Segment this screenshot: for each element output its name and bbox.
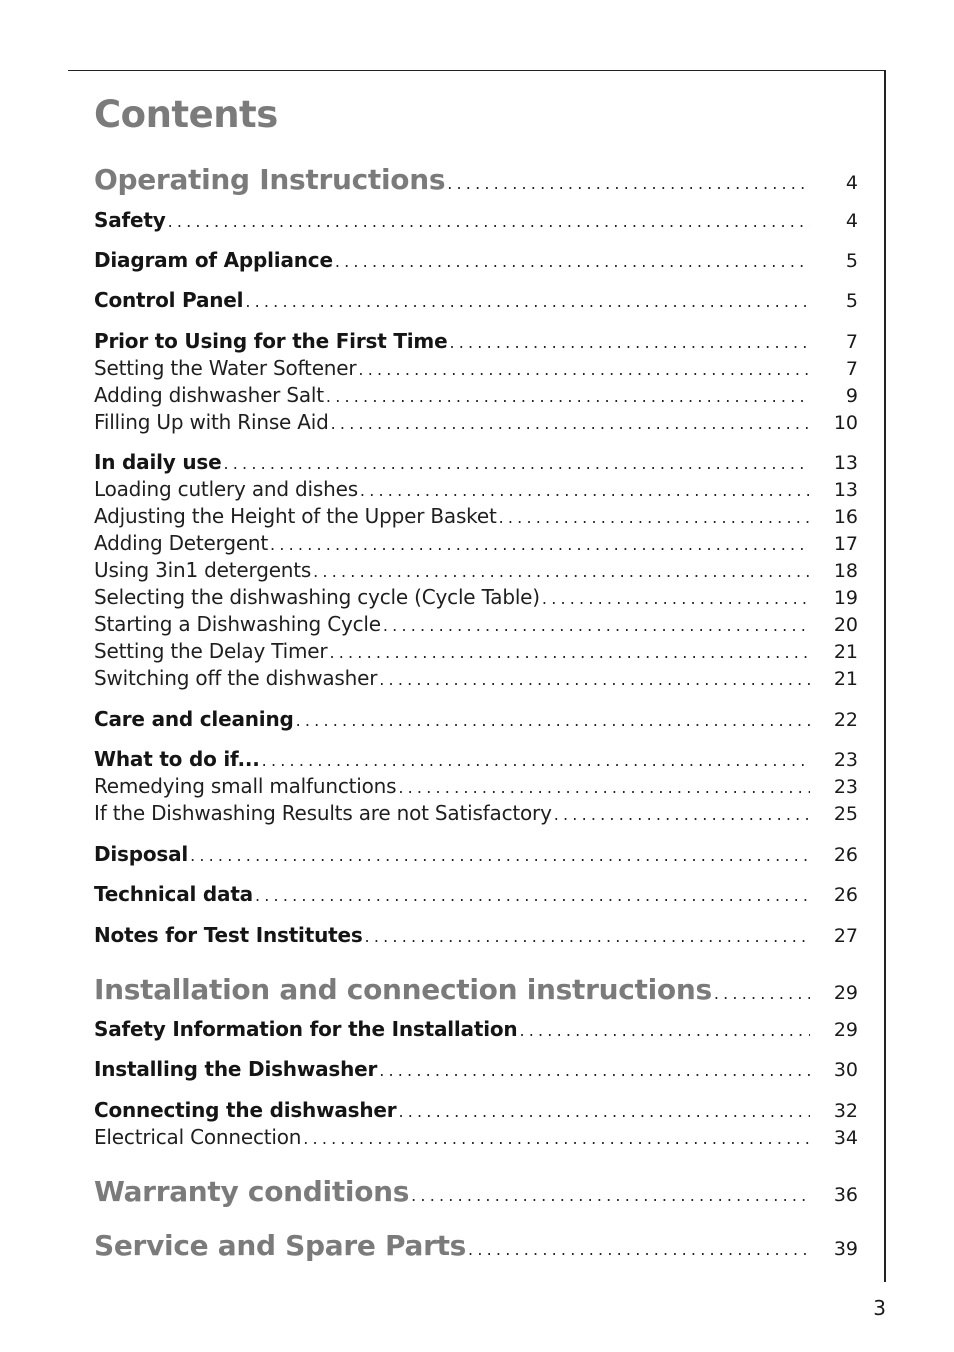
dot-leader (714, 975, 810, 1013)
toc-entry-page: 27 (833, 925, 858, 947)
toc-entry-label: Using 3in1 detergents (94, 558, 312, 582)
toc-entry (94, 773, 860, 800)
dot-leader (223, 450, 810, 477)
toc-entry (94, 971, 860, 1009)
toc-entry-page: 9 (845, 385, 858, 407)
toc-entry-label: In daily use (94, 450, 222, 474)
toc-entry-page: 26 (833, 884, 858, 906)
dot-leader (270, 531, 810, 558)
toc-entry (94, 1097, 860, 1124)
toc-entry-label: Switching off the dishwasher (94, 666, 378, 690)
toc-entry (94, 881, 860, 908)
toc-entry (94, 584, 860, 611)
toc-entry-label: Operating Instructions (94, 163, 446, 196)
dot-leader (262, 747, 810, 774)
dot-leader (554, 801, 810, 828)
toc-entry (94, 1173, 860, 1211)
toc-entry-label: Notes for Test Institutes (94, 923, 363, 947)
toc-entry (94, 922, 860, 949)
toc-entry-page: 4 (845, 210, 858, 232)
toc-entry-label: Selecting the dishwashing cycle (Cycle Table) (94, 585, 540, 609)
dot-leader (499, 504, 810, 531)
toc-entry (94, 1016, 860, 1043)
dot-leader (245, 288, 810, 315)
toc-entry-page: 21 (833, 668, 858, 690)
toc-entry-page: 29 (833, 982, 858, 1004)
toc-entry (94, 841, 860, 868)
toc-entry-label: Connecting the dishwasher (94, 1098, 397, 1122)
toc-entry (94, 1227, 860, 1265)
toc-entry-label: Adding dishwasher Salt (94, 383, 324, 407)
toc-entry-page: 5 (845, 290, 858, 312)
toc-entry (94, 161, 860, 199)
toc-entry (94, 247, 860, 274)
toc-entry-label: Electrical Connection (94, 1125, 302, 1149)
dot-leader (296, 707, 810, 734)
toc-entry-page: 10 (833, 412, 858, 434)
dot-leader (255, 882, 810, 909)
toc-entry-label: Safety (94, 208, 166, 232)
right-rule (884, 70, 886, 1282)
toc-entry-page: 5 (845, 250, 858, 272)
toc-entry-label: Safety Information for the Installation (94, 1017, 518, 1041)
toc-entry-page: 22 (833, 709, 858, 731)
toc-entry (94, 611, 860, 638)
toc-entry-page: 39 (833, 1238, 858, 1260)
toc-entry-page: 30 (833, 1059, 858, 1081)
toc-entry (94, 557, 860, 584)
toc-entry (94, 207, 860, 234)
dot-leader (379, 666, 810, 693)
toc-entry-page: 16 (833, 506, 858, 528)
toc-entry-label: Starting a Dishwashing Cycle (94, 612, 381, 636)
dot-leader (331, 410, 810, 437)
toc-entry-page: 7 (845, 331, 858, 353)
toc-entry (94, 665, 860, 692)
toc-entry-page: 13 (833, 479, 858, 501)
dot-leader (542, 585, 810, 612)
toc-entry-page: 23 (833, 749, 858, 771)
dot-leader (398, 1098, 810, 1125)
dot-leader (449, 329, 810, 356)
toc-entry-label: Adjusting the Height of the Upper Basket (94, 504, 497, 528)
toc-entry-label: What to do if... (94, 747, 260, 771)
toc-entry-page: 29 (833, 1019, 858, 1041)
toc-entry-label: Technical data (94, 882, 253, 906)
toc-entry-label: Remedying small malfunctions (94, 774, 397, 798)
toc-entry (94, 328, 860, 355)
toc-entry-label: Diagram of Appliance (94, 248, 333, 272)
toc-entry-label: Setting the Water Softener (94, 356, 357, 380)
toc-entry-page: 26 (833, 844, 858, 866)
toc-entry-page: 7 (845, 358, 858, 380)
toc-entry-page: 21 (833, 641, 858, 663)
dot-leader (468, 1231, 810, 1269)
dot-leader (398, 774, 810, 801)
toc-entry-label: Setting the Delay Timer (94, 639, 328, 663)
toc-entry-label: Adding Detergent (94, 531, 269, 555)
toc-entry (94, 476, 860, 503)
dot-leader (383, 612, 810, 639)
dot-leader (335, 248, 810, 275)
dot-leader (303, 1125, 810, 1152)
toc-entry (94, 746, 860, 773)
dot-leader (313, 558, 810, 585)
dot-leader (519, 1017, 810, 1044)
toc-entry (94, 706, 860, 733)
toc-entry-label: Prior to Using for the First Time (94, 329, 448, 353)
toc-entry-page: 36 (833, 1184, 858, 1206)
top-rule (68, 70, 886, 71)
toc-entry (94, 449, 860, 476)
toc-entry-page: 18 (833, 560, 858, 582)
toc-entry (94, 800, 860, 827)
toc-entry (94, 355, 860, 382)
toc-entry (94, 530, 860, 557)
toc-entry-label: Care and cleaning (94, 707, 294, 731)
page-title: Contents (94, 93, 278, 136)
toc-entry (94, 382, 860, 409)
toc-entry-label: Loading cutlery and dishes (94, 477, 358, 501)
dot-leader (365, 923, 810, 950)
toc-entry-page: 34 (833, 1127, 858, 1149)
toc-entry (94, 287, 860, 314)
dot-leader (447, 165, 810, 203)
toc-entry-label: Control Panel (94, 288, 244, 312)
toc-entry-page: 13 (833, 452, 858, 474)
toc-entry-label: Warranty conditions (94, 1175, 410, 1208)
dot-leader (411, 1177, 810, 1215)
toc-entry-label: Disposal (94, 842, 189, 866)
toc-entry-page: 17 (833, 533, 858, 555)
toc-entry (94, 638, 860, 665)
toc-entry-page: 23 (833, 776, 858, 798)
page-number: 3 (873, 1296, 886, 1320)
dot-leader (326, 383, 810, 410)
toc-entry-page: 19 (833, 587, 858, 609)
toc-entry (94, 503, 860, 530)
toc-entry (94, 409, 860, 436)
toc-entry (94, 1056, 860, 1083)
toc-entry-page: 25 (833, 803, 858, 825)
dot-leader (379, 1057, 810, 1084)
dot-leader (360, 477, 810, 504)
toc-entry-page: 4 (845, 172, 858, 194)
toc-entry-page: 20 (833, 614, 858, 636)
dot-leader (358, 356, 810, 383)
toc-entry-page: 32 (833, 1100, 858, 1122)
dot-leader (190, 842, 810, 869)
toc-entry-label: Installing the Dishwasher (94, 1057, 378, 1081)
toc-entry-label: Filling Up with Rinse Aid (94, 410, 329, 434)
dot-leader (168, 208, 810, 235)
dot-leader (329, 639, 810, 666)
toc-entry-label: Installation and connection instructions (94, 973, 712, 1006)
toc-entry-label: Service and Spare Parts (94, 1229, 467, 1262)
toc-entry (94, 1124, 860, 1151)
toc-entry-label: If the Dishwashing Results are not Satisfactory (94, 801, 552, 825)
